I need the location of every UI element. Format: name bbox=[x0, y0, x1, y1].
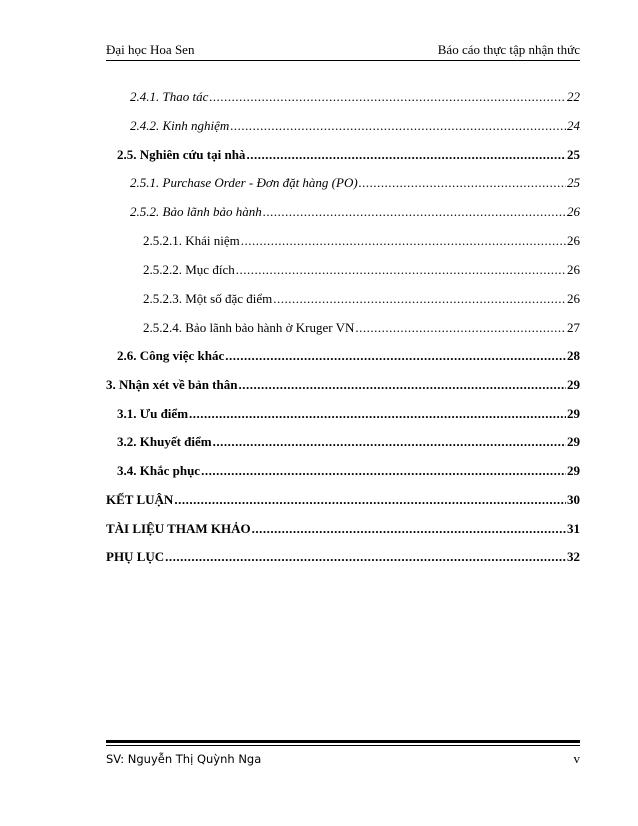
toc-entry-page: 29 bbox=[567, 406, 580, 421]
toc-entry[interactable] bbox=[117, 463, 580, 479]
toc-entry-page: 29 bbox=[567, 463, 580, 478]
toc-entry[interactable] bbox=[143, 262, 580, 278]
toc-leader bbox=[174, 492, 566, 508]
footer-divider-thin bbox=[106, 745, 580, 746]
toc-entry-label: KẾT LUẬN bbox=[106, 492, 174, 507]
footer-student-name: SV: Nguyễn Thị Quỳnh Nga bbox=[106, 752, 262, 766]
toc-entry-label: 2.5.2.2. Mục đích bbox=[143, 262, 235, 277]
toc-entry-page: 32 bbox=[567, 549, 580, 564]
toc-entry-label: 2.5. Nghiên cứu tại nhà bbox=[117, 147, 246, 162]
toc-leader bbox=[165, 549, 566, 565]
toc-entry-page: 26 bbox=[567, 262, 580, 277]
toc-entry[interactable] bbox=[117, 434, 580, 450]
toc-entry-page: 25 bbox=[567, 147, 580, 162]
toc-entry-page: 31 bbox=[567, 521, 580, 536]
toc-entry-page: 30 bbox=[567, 492, 580, 507]
toc-entry[interactable] bbox=[130, 175, 580, 191]
toc-entry-page: 28 bbox=[567, 348, 580, 363]
toc-leader bbox=[230, 118, 566, 134]
toc-entry-page: 26 bbox=[567, 204, 580, 219]
toc-leader bbox=[355, 320, 566, 336]
header-divider bbox=[106, 60, 580, 61]
toc-entry-page: 25 bbox=[567, 175, 580, 190]
toc-entry[interactable] bbox=[117, 147, 580, 163]
toc-leader bbox=[236, 262, 566, 278]
toc-entry-label: 2.4.2. Kinh nghiệm bbox=[130, 118, 230, 133]
toc-leader bbox=[225, 348, 566, 364]
toc-leader bbox=[209, 89, 566, 105]
toc-leader bbox=[359, 175, 566, 191]
toc-entry[interactable] bbox=[130, 89, 580, 105]
toc-entry-page: 24 bbox=[567, 118, 580, 133]
toc-entry[interactable] bbox=[130, 204, 580, 220]
toc-entry-label: 2.5.2. Bảo lãnh bảo hành bbox=[130, 204, 262, 219]
toc-entry-label: 2.5.2.4. Bảo lãnh bảo hành ở Kruger VN bbox=[143, 320, 355, 335]
toc-entry-label: 3.4. Khắc phục bbox=[117, 463, 201, 478]
toc-entry-label: 2.5.2.3. Một số đặc điểm bbox=[143, 291, 273, 306]
toc-entry[interactable] bbox=[143, 320, 580, 336]
toc-leader bbox=[238, 377, 566, 393]
toc-entry-label: 2.5.2.1. Khái niệm bbox=[143, 233, 240, 248]
toc-entry-label: 3.2. Khuyết điểm bbox=[117, 434, 212, 449]
toc-entry[interactable] bbox=[143, 291, 580, 307]
toc-entry[interactable] bbox=[106, 377, 580, 393]
toc-leader bbox=[246, 147, 566, 163]
toc-entry[interactable] bbox=[106, 492, 580, 508]
toc-entry-label: 2.6. Công việc khác bbox=[117, 348, 225, 363]
toc-entry[interactable] bbox=[117, 406, 580, 422]
header-report-title: Báo cáo thực tập nhận thức bbox=[437, 42, 580, 57]
toc-entry-page: 29 bbox=[567, 377, 580, 392]
toc-entry-page: 26 bbox=[567, 233, 580, 248]
toc-entry-label: 2.4.1. Thao tác bbox=[130, 89, 209, 104]
toc-entry-label: PHỤ LỤC bbox=[106, 549, 165, 564]
toc-entry[interactable] bbox=[130, 118, 580, 134]
toc-entry[interactable] bbox=[117, 348, 580, 364]
toc-entry-page: 22 bbox=[567, 89, 580, 104]
toc-entry-label: TÀI LIỆU THAM KHẢO bbox=[106, 521, 251, 536]
toc-entry-page: 27 bbox=[567, 320, 580, 335]
toc-entry-page: 26 bbox=[567, 291, 580, 306]
toc-leader bbox=[241, 233, 566, 249]
footer-divider-thick bbox=[106, 740, 580, 743]
toc-leader bbox=[201, 463, 566, 479]
header-university: Đại học Hoa Sen bbox=[106, 42, 195, 57]
toc-leader bbox=[273, 291, 566, 307]
footer-page-number: v bbox=[573, 751, 580, 766]
toc-leader bbox=[189, 406, 566, 422]
toc-entry-label: 3.1. Ưu điểm bbox=[117, 406, 189, 421]
toc-leader bbox=[252, 521, 566, 537]
toc-entry-label: 3. Nhận xét về bản thân bbox=[106, 377, 238, 392]
toc-leader bbox=[263, 204, 566, 220]
toc-leader bbox=[213, 434, 566, 450]
toc-entry[interactable] bbox=[106, 521, 580, 537]
page-header bbox=[106, 38, 580, 58]
toc-entry-label: 2.5.1. Purchase Order - Đơn đặt hàng (PO) bbox=[130, 175, 358, 190]
toc-entry[interactable] bbox=[106, 549, 580, 565]
toc-entry[interactable] bbox=[143, 233, 580, 249]
page-footer bbox=[106, 750, 580, 768]
toc-entry-page: 29 bbox=[567, 434, 580, 449]
